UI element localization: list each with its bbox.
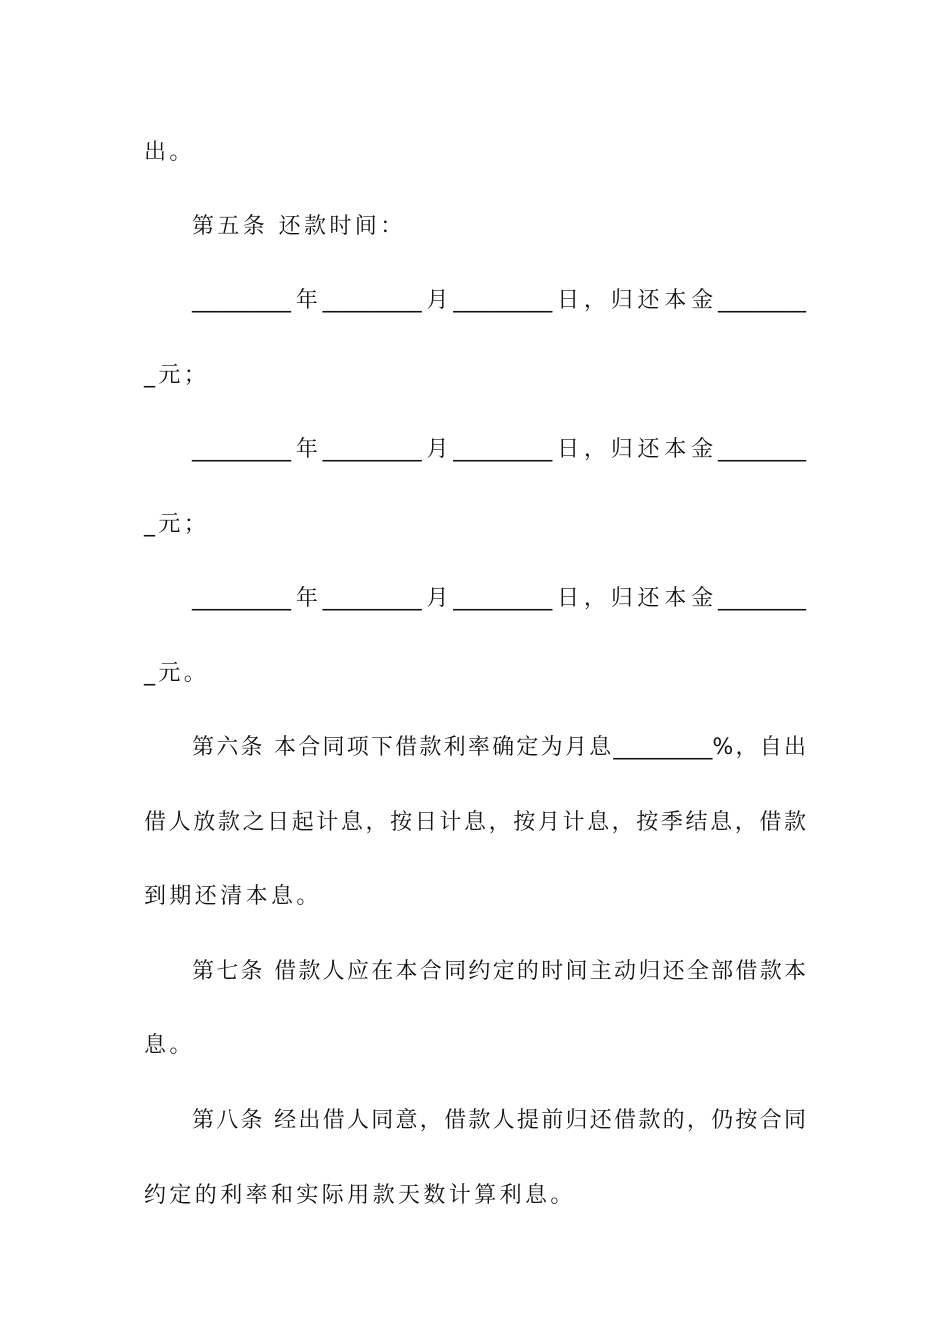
text-line: 出。 [144, 140, 195, 165]
repayment-schedule-line: _________年_________月_________日，归还本金________ [192, 288, 806, 313]
article-7-line: 第七条 借款人应在本合同约定的时间主动归还全部借款本 [192, 959, 806, 984]
article-7-line: 息。 [144, 1033, 195, 1058]
article-6-line: 第六条 本合同项下借款利率确定为月息_________%，自出 [192, 735, 806, 760]
article-8-line: 第八条 经出借人同意，借款人提前归还借款的，仍按合同 [192, 1108, 806, 1133]
article-6-line: 借人放款之日起计息，按日计息，按月计息，按季结息，借款 [144, 810, 806, 835]
repayment-amount-unit: _元； [144, 512, 210, 537]
article-8-line: 约定的利率和实际用款天数计算利息。 [144, 1183, 576, 1208]
repayment-amount-unit: _元。 [144, 661, 210, 686]
article-6-line: 到期还清本息。 [144, 884, 322, 909]
article-5-heading: 第五条 还款时间： [192, 214, 406, 239]
repayment-amount-unit: _元； [144, 363, 210, 388]
repayment-schedule-line: _________年_________月_________日，归还本金________ [192, 437, 806, 462]
repayment-schedule-line: _________年_________月_________日，归还本金________ [192, 586, 806, 611]
